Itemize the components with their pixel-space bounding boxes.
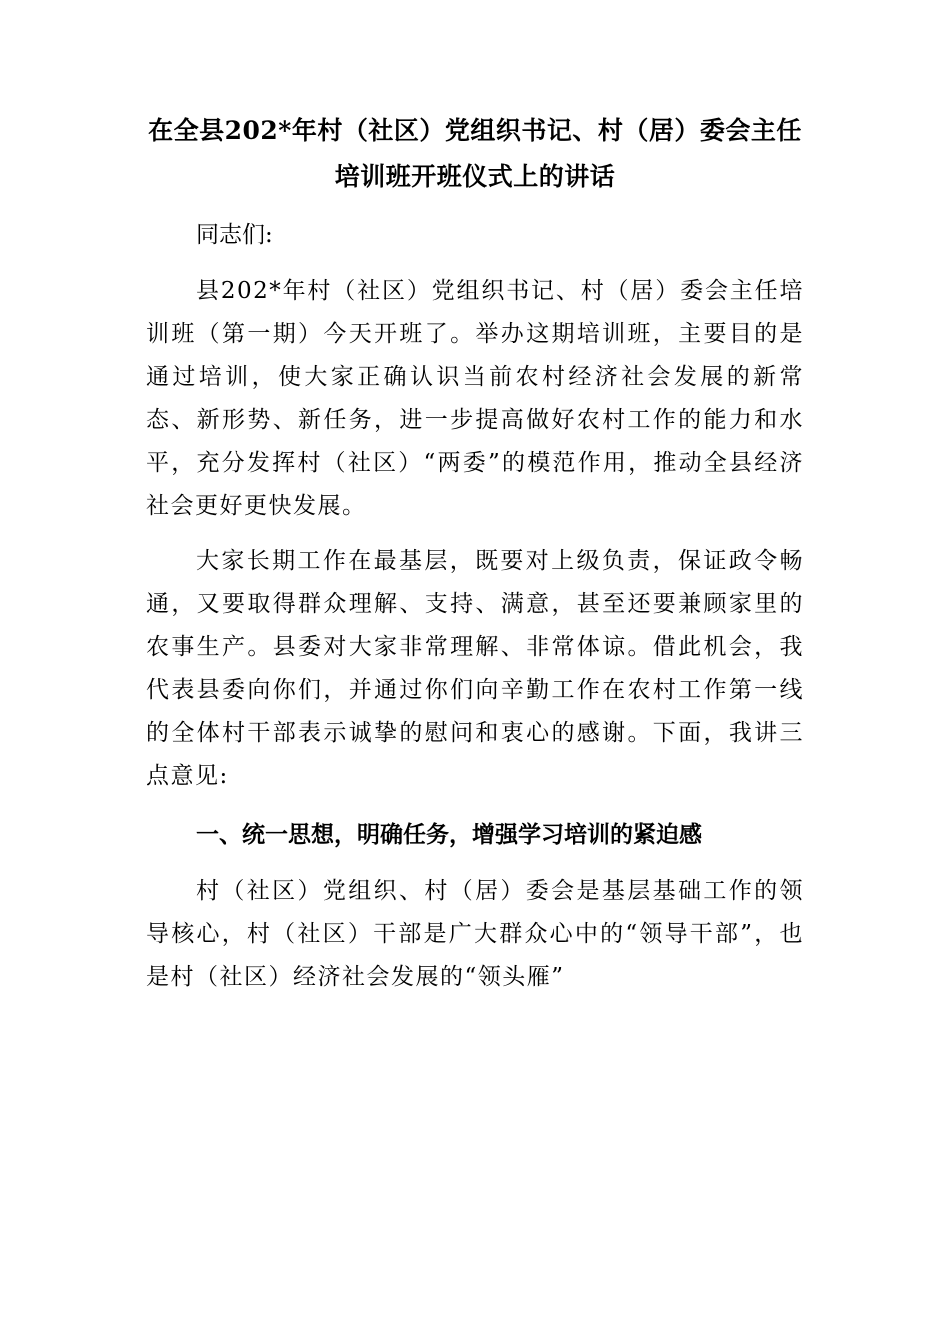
document-page [146, 108, 804, 999]
paragraph-intro: 县202*年村（社区）党组织书记、村（居）委会主任培训班（第一期）今天开班了。举办这期培训班，主要目的是通过培训，使大家正确认识当前农村经济社会发展的新常态、新形势、新任务，进一步提高做好农村工作的能力和水平，充分发挥村（社区）“两委”的模范作用，推动全县经济社会更好更快发展。 [146, 278, 804, 519]
title-line-2: 培训班开班仪式上的讲话 [334, 162, 616, 191]
document-title [146, 108, 804, 200]
title-line-1: 在全县202*年村（社区）党组织书记、村（居）委会主任 [148, 116, 802, 145]
salutation: 同志们: [196, 222, 273, 248]
paragraph-appreciation: 大家长期工作在最基层，既要对上级负责，保证政令畅通，又要取得群众理解、支持、满意，甚至还要兼顾家里的农事生产。县委对大家非常理解、非常体谅。借此机会，我代表县委向你们，并通过你们向辛勤工作在农村工作第一线的全体村干部表示诚挚的慰问和衷心的感谢。下面，我讲三点意见: [146, 548, 804, 789]
section-heading-1: 一、统一思想，明确任务，增强学习培训的紧迫感 [196, 821, 702, 848]
paragraph-section-1: 村（社区）党组织、村（居）委会是基层基础工作的领导核心，村（社区）干部是广大群众心中的“领导干部”，也是村（社区）经济社会发展的“领头雁” [146, 878, 804, 990]
